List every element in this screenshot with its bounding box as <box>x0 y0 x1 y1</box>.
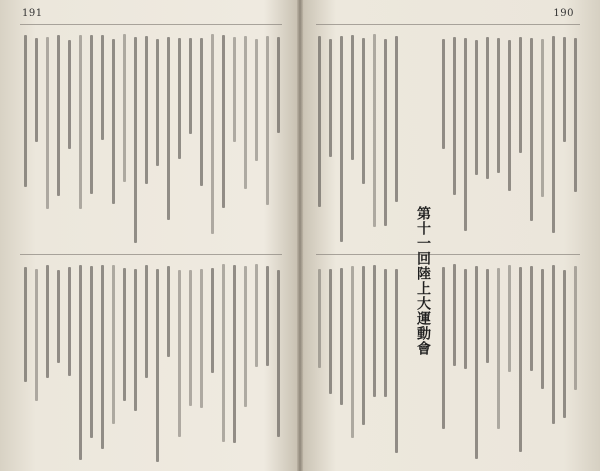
text-line <box>57 35 60 196</box>
text-line <box>442 39 445 149</box>
text-line <box>340 36 343 242</box>
text-line <box>24 35 27 188</box>
text-line <box>156 269 159 462</box>
text-line <box>563 270 566 418</box>
text-line <box>497 38 500 172</box>
text-line <box>46 37 49 209</box>
text-line <box>508 40 511 192</box>
text-line <box>552 36 555 232</box>
text-line <box>211 34 214 234</box>
section-rule-right <box>316 254 580 255</box>
text-line <box>552 265 555 424</box>
text-line <box>79 35 82 209</box>
text-line <box>211 268 214 373</box>
text-line <box>167 266 170 357</box>
header-rule-right <box>316 24 580 25</box>
text-line <box>123 268 126 401</box>
text-line <box>222 264 225 442</box>
header-rule-left <box>20 24 282 25</box>
text-line <box>486 37 489 179</box>
text-line <box>178 38 181 158</box>
text-line <box>453 37 456 196</box>
text-line <box>178 270 181 438</box>
text-line <box>362 38 365 185</box>
text-line <box>373 34 376 227</box>
text-line <box>277 270 280 438</box>
text-line <box>574 38 577 192</box>
text-line <box>497 268 500 429</box>
text-line <box>57 270 60 364</box>
text-line <box>574 266 577 390</box>
text-line <box>134 37 137 244</box>
text-line <box>318 269 321 368</box>
section-heading: 第十一回陸上大運動會 <box>415 206 431 356</box>
text-line <box>266 36 269 204</box>
text-line <box>134 269 137 411</box>
text-line <box>255 39 258 161</box>
page-number-right: 190 <box>553 8 574 19</box>
text-line <box>189 270 192 406</box>
text-line <box>244 36 247 189</box>
text-line <box>464 38 467 231</box>
text-line <box>351 266 354 438</box>
text-line <box>189 38 192 134</box>
text-line <box>255 264 258 367</box>
text-line <box>200 269 203 408</box>
text-line <box>384 269 387 397</box>
text-line <box>395 269 398 453</box>
text-line <box>233 37 236 142</box>
text-line <box>233 265 236 443</box>
text-line <box>90 35 93 194</box>
text-line <box>541 39 544 197</box>
text-line <box>35 38 38 143</box>
text-line <box>384 39 387 225</box>
section-rule-left <box>20 254 282 255</box>
text-line <box>200 38 203 187</box>
text-line <box>145 265 148 379</box>
text-line <box>508 265 511 372</box>
text-line <box>541 269 544 389</box>
text-line <box>475 40 478 176</box>
text-line <box>222 35 225 207</box>
text-line <box>519 37 522 153</box>
text-line <box>519 267 522 451</box>
text-line <box>112 265 115 424</box>
text-line <box>277 37 280 133</box>
text-line <box>395 36 398 202</box>
text-line <box>453 264 456 365</box>
text-line <box>112 39 115 205</box>
text-line <box>46 265 49 379</box>
text-line <box>156 39 159 166</box>
text-line <box>101 265 104 449</box>
text-line <box>318 36 321 207</box>
text-line <box>167 37 170 220</box>
text-line <box>123 34 126 182</box>
text-line <box>464 269 467 369</box>
page-number-left: 191 <box>22 8 43 19</box>
text-line <box>373 265 376 397</box>
text-line <box>329 269 332 394</box>
text-line <box>90 266 93 438</box>
text-line <box>68 267 71 376</box>
right-page <box>302 0 600 471</box>
text-line <box>530 266 533 371</box>
text-line <box>266 266 269 366</box>
text-line <box>362 266 365 425</box>
text-line <box>340 268 343 405</box>
text-line <box>329 39 332 157</box>
text-line <box>145 36 148 184</box>
text-line <box>475 266 478 459</box>
text-line <box>68 40 71 149</box>
text-line <box>486 269 489 363</box>
text-line <box>24 267 27 382</box>
text-line <box>442 267 445 429</box>
text-line <box>35 269 38 401</box>
text-line <box>244 266 247 407</box>
text-line <box>79 265 82 459</box>
text-line <box>101 35 104 140</box>
text-line <box>563 37 566 141</box>
left-page <box>0 0 298 471</box>
text-line <box>351 35 354 160</box>
text-line <box>530 38 533 221</box>
